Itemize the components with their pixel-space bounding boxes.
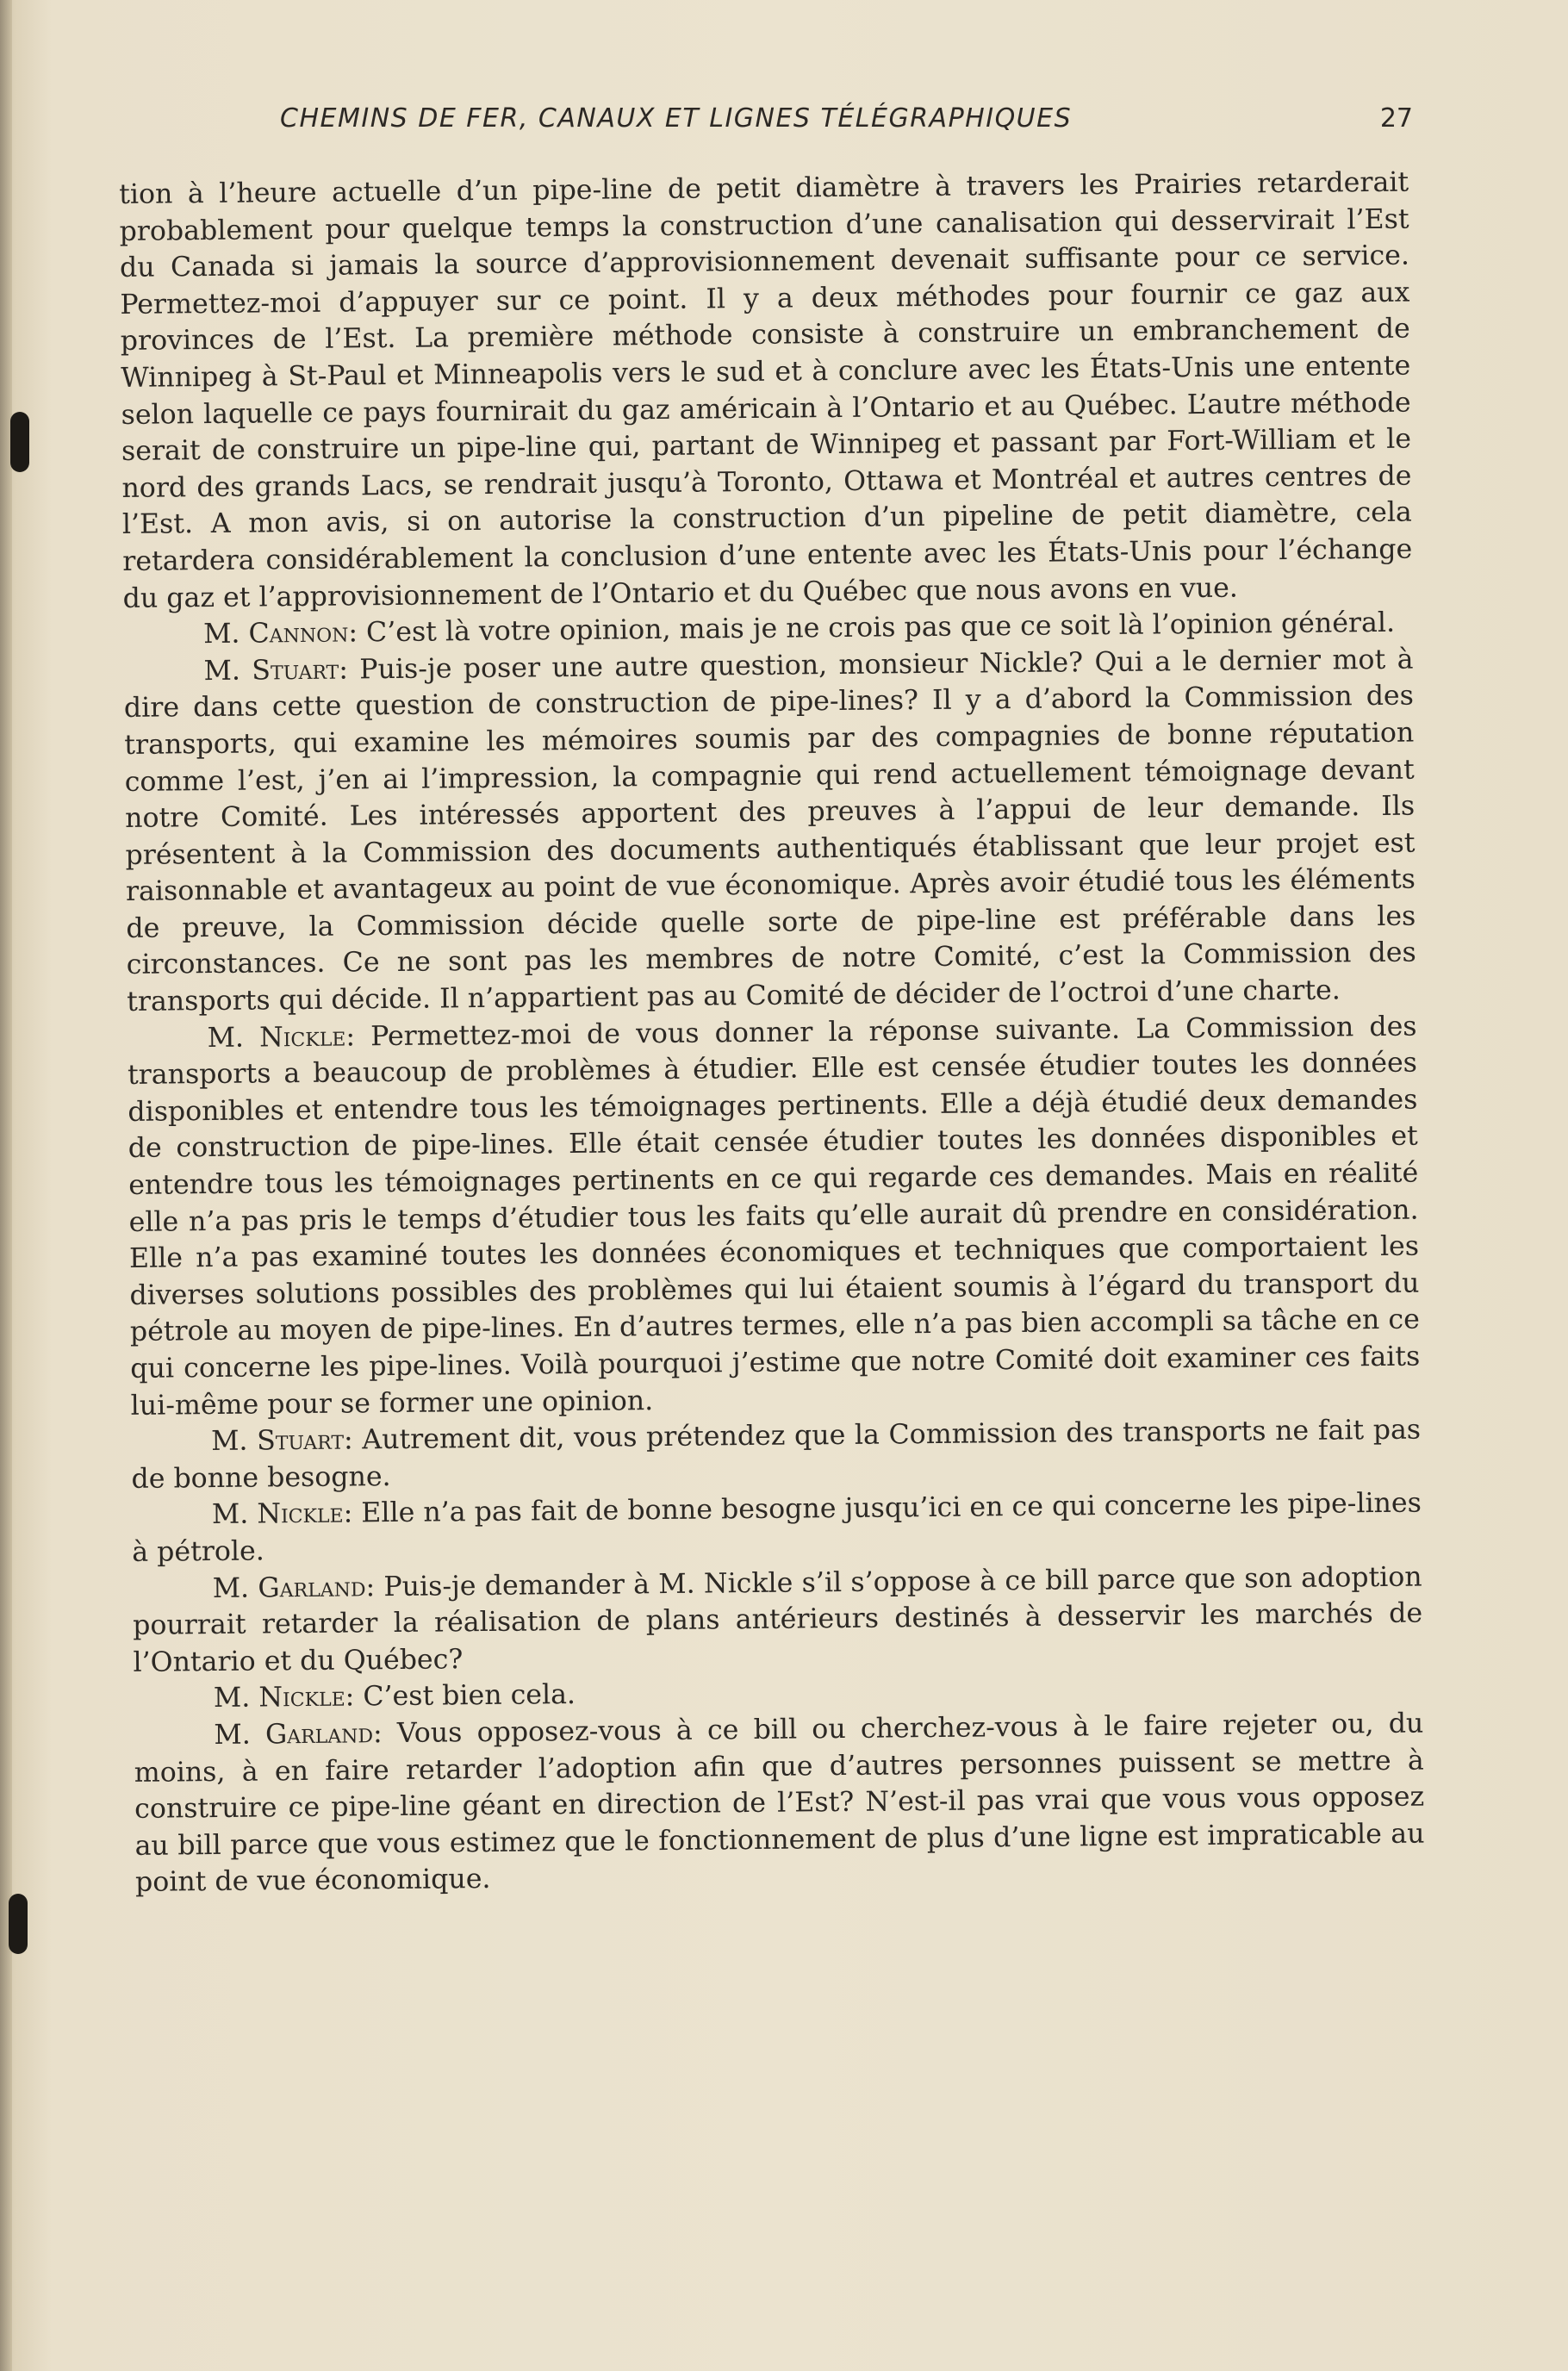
punch-hole-top — [10, 412, 29, 472]
paragraph-text: Autrement dit, vous prétendez que la Commission des transports ne fait pas de bonne besogne. — [131, 1414, 1422, 1495]
running-title: CHEMINS DE FER, CANAUX ET LIGNES TÉLÉGRAPHIQUES — [280, 103, 1073, 134]
paragraph-text: C’est bien cela. — [354, 1679, 576, 1713]
paragraph — [127, 1008, 1420, 1424]
speaker-name: M. Garland: — [214, 1718, 383, 1751]
punch-hole-bottom — [9, 1894, 28, 1954]
paragraph-text: Elle n’a pas fait de bonne besogne jusqu’ici en ce qui concerne les pipe-lines à pétrole. — [132, 1487, 1422, 1568]
paragraph — [119, 165, 1413, 617]
paragraph-text: Vous opposez-vous à ce bill ou cherchez-vous à le faire rejeter ou, du moins, à en faire retarder l’adoption afin que d’autres personnes puissent se mettre à construire ce pipe-line géant en direction de l’Est? N’est-il pas vrai que vous vous opposez au bill parce que vous estimez que le fonctionnement de plus d’une ligne est impraticable au point de vue économique. — [134, 1708, 1425, 1899]
speaker-name: M. Stuart: — [203, 654, 349, 687]
paragraph — [123, 641, 1416, 1020]
paragraph — [133, 1559, 1423, 1681]
paragraph-text: C’est là votre opinion, mais je ne crois pas que ce soit là l’opinion général. — [357, 607, 1396, 649]
paragraph-text: Puis-je demander à M. Nickle s’il s’oppose à ce bill parce que son adoption pourrait retarder la réalisation de plans antérieurs destinés à desservir les marchés de l’Ontario et du Québec? — [132, 1561, 1423, 1678]
paragraph — [131, 1412, 1422, 1498]
binding-edge — [0, 0, 12, 2371]
paragraph — [132, 1485, 1422, 1571]
paragraph-text: tion à l’heure actuelle d’un pipe-line de petit diamètre à travers les Prairies retarderait probablement pour quelque temps la construction d’une canalisation qui desservirait l’Est du Canada si jamais la source d’approvisionnement devenait suffisante pour ce service. Permettez-moi d’appuyer sur ce point. Il y a deux méthodes pour fournir ce gaz aux provinces de l’Est. La première méthode consiste à construire un embranchement de Winnipeg à St-Paul et Minneapolis vers le sud et à conclure avec les États-Unis une entente selon laquelle ce pays fournirait du gaz américain à l’Ontario et au Québec. L’autre méthode serait de construire un pipe-line qui, partant de Winnipeg et passant par Fort-William et le nord des grands Lacs, se rendrait jusqu’à Toronto, Ottawa et Montréal et autres centres de l’Est. A mon avis, si on autorise la construction d’un pipeline de petit diamètre, cela retardera considérablement la conclusion d’une entente avec les États-Unis pour l’échange du gaz et l’approvisionnement de l’Ontario et du Québec que nous avons en vue. — [119, 166, 1413, 614]
speaker-name: M. Garland: — [212, 1571, 376, 1604]
running-head — [280, 103, 1413, 146]
paragraph-text: Permettez-moi de vous donner la réponse suivante. La Commission des transports a beaucoup de problèmes à étudier. Elle est censée étudier toutes les données disponibles et entendre tous les témoignages pertinents. Elle a déjà étudié deux demandes de construction de pipe-lines. Elle était censée étudier toutes les données disponibles et entendre tous les témoignages pertinents en ce qui regarde ces demandes. Mais en réalité elle n’a pas pris le temps d’étudier tous les faits qu’elle aurait dû prendre en considération. Elle n’a pas examiné toutes les données économiques et techniques que comportaient les diverses solutions possibles des problèmes qui lui étaient soumis à l’égard du transport du pétrole au moyen de pipe-lines. En d’autres termes, elle n’a pas bien accompli sa tâche en ce qui concerne les pipe-lines. Voilà pourquoi j’estime que notre Comité doit examiner ces faits lui-même pour se former une opinion. — [127, 1011, 1421, 1422]
speaker-name: M. Cannon: — [202, 617, 358, 650]
speaker-name: M. Nickle: — [213, 1681, 355, 1714]
page-number: 27 — [1379, 103, 1413, 134]
paragraph — [134, 1705, 1425, 1901]
speaker-name: M. Stuart: — [210, 1424, 353, 1458]
speaker-name: M. Nickle: — [207, 1021, 356, 1054]
paragraph-text: Puis-je poser une autre question, monsieur Nickle? Qui a le dernier mot à dire dans cette question de construction de pipe-lines? Il y a d’abord la Commission des transports, qui examine les mémoires soumis par des compagnies de bonne réputation comme l’est, j’en ai l’impression, la compagnie qui rend actuellement témoignage devant notre Comité. Les intéressés apportent des preuves à l’appui de leur demande. Ils présentent à la Commission des documents authentiqués établissant que leur projet est raisonnable et avantageux au point de vue économique. Après avoir étudié tous les éléments de preuve, la Commission décide quelle sorte de pipe-line est préférable dans les circonstances. Ce ne sont pas les membres de notre Comité, c’est la Commission des transports qui décide. Il n’appartient pas au Comité de décider de l’octroi d’une charte. — [123, 644, 1416, 1018]
text-body — [119, 165, 1425, 1901]
speaker-name: M. Nickle: — [211, 1497, 353, 1531]
